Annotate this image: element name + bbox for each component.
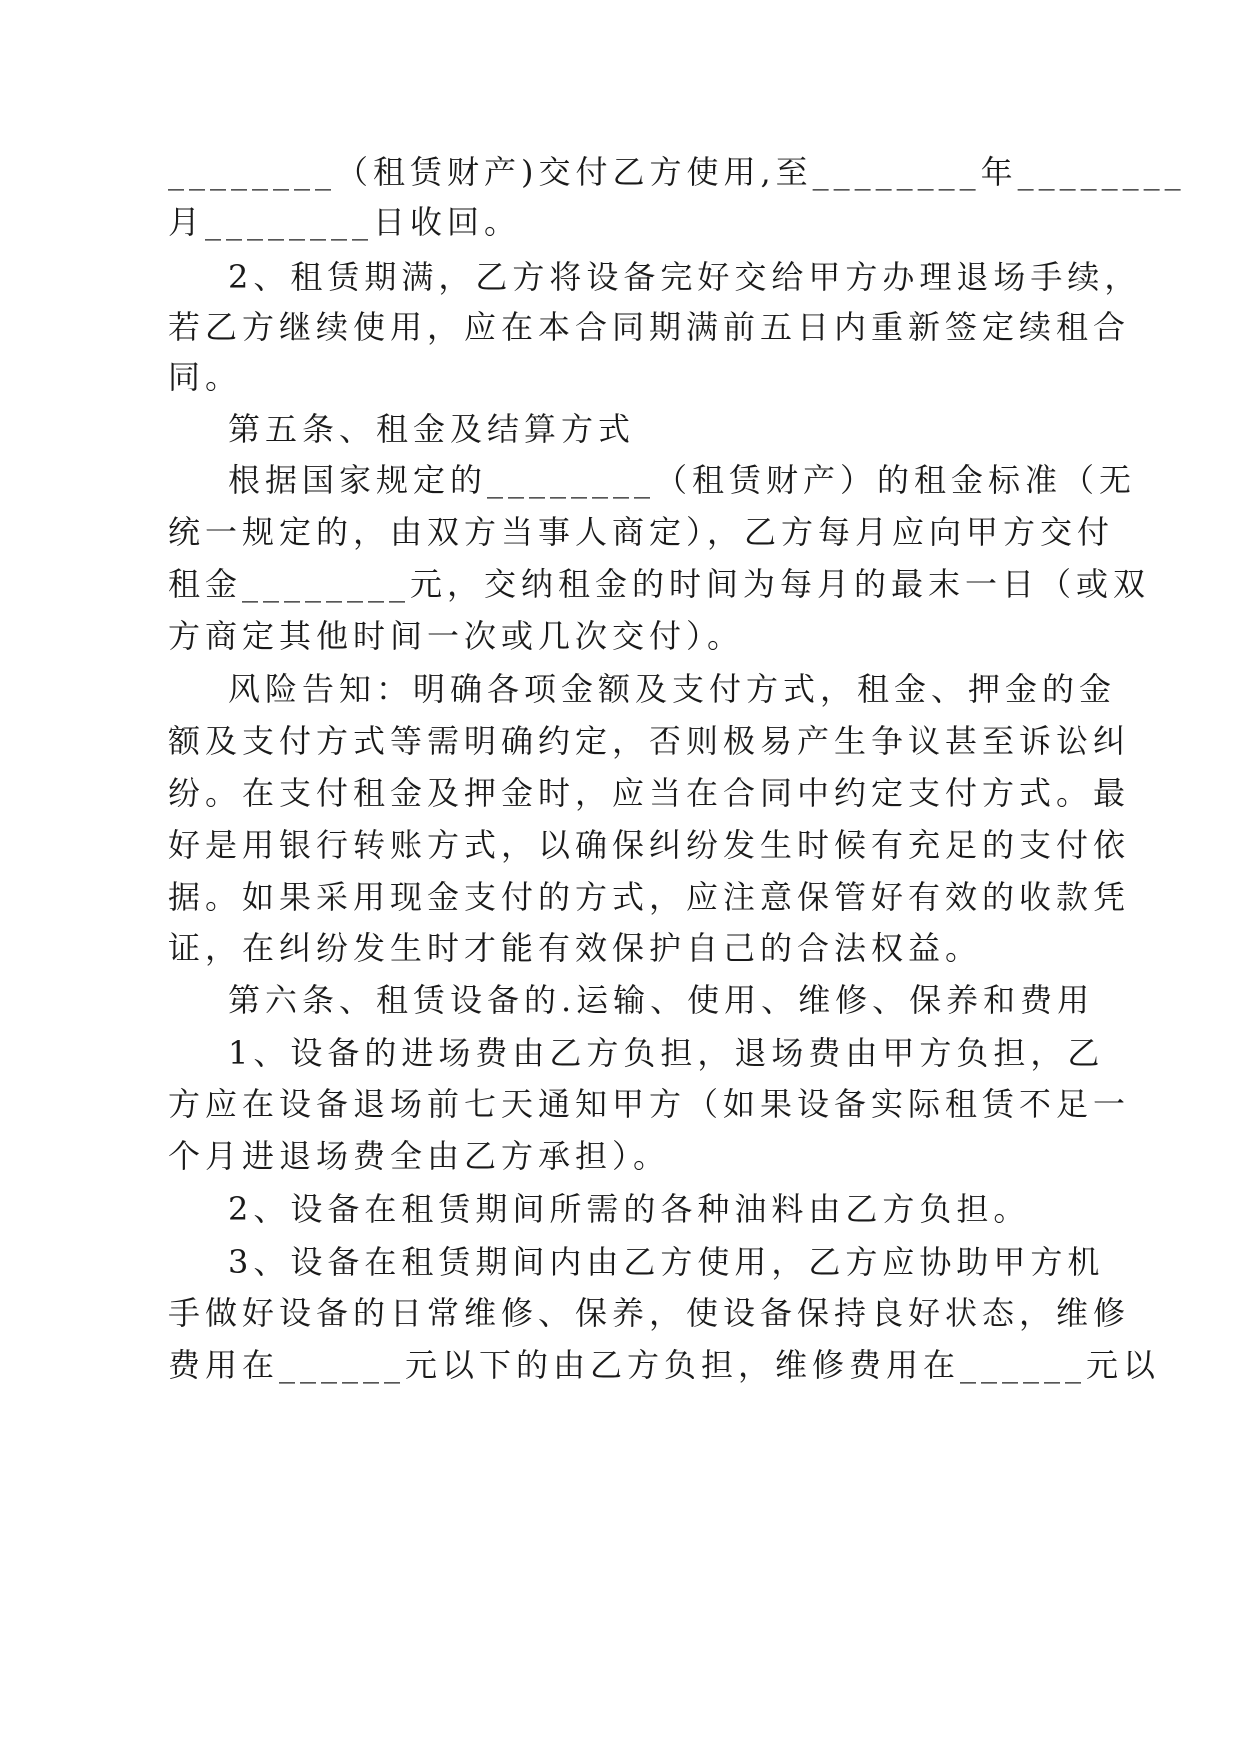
text-line-content: 方应在设备退场前七天通知甲方（如果设备实际租赁不足一: [168, 1085, 1131, 1123]
section-heading-text: 第五条、租金及结算方式: [228, 410, 636, 448]
text-line: [0, 919, 1241, 977]
text-line: [0, 660, 1241, 718]
text-line: [0, 1024, 1241, 1082]
text-line: [0, 607, 1241, 665]
text-line-content: ________（租赁财产)交付乙方使用,至________年________: [168, 153, 1186, 191]
text-line-content: 额及支付方式等需明确约定，否则极易产生争议甚至诉讼纠: [168, 722, 1131, 760]
text-line-content: 纷。在支付租金及押金时，应当在合同中约定支付方式。最: [168, 774, 1131, 812]
text-line: [0, 712, 1241, 770]
text-line-content: 据。如果采用现金支付的方式，应注意保管好有效的收款凭: [168, 878, 1131, 916]
text-line-content: 月________日收回。: [168, 203, 522, 241]
text-line-content: 租金________元，交纳租金的时间为每月的最末一日（或双: [168, 565, 1151, 603]
section-heading-text: 第六条、租赁设备的.运输、使用、维修、保养和费用: [228, 981, 1095, 1019]
text-line: [0, 1284, 1241, 1342]
text-line: [0, 503, 1241, 561]
text-line-content: 个月进退场费全由乙方承担）。: [168, 1137, 671, 1175]
text-line: [0, 1075, 1241, 1133]
text-line-content: 同。: [168, 358, 243, 396]
text-line-content: 若乙方继续使用，应在本合同期满前五日内重新签定续租合: [168, 308, 1131, 346]
text-line-content: 2、租赁期满，乙方将设备完好交给甲方办理退场手续，: [228, 258, 1142, 296]
text-line: [0, 1336, 1241, 1394]
text-line: [0, 1127, 1241, 1185]
text-line-content: 方商定其他时间一次或几次交付）。: [168, 617, 745, 655]
text-line: [0, 868, 1241, 926]
section-heading: [0, 400, 1241, 458]
text-line: [0, 555, 1241, 613]
text-line-content: 证，在纠纷发生时才能有效保护自己的合法权益。: [168, 929, 983, 967]
text-line-content: 手做好设备的日常维修、保养，使设备保持良好状态，维修: [168, 1294, 1131, 1332]
text-line-content: 费用在______元以下的由乙方负担，维修费用在______元以: [168, 1346, 1161, 1384]
text-line: [0, 764, 1241, 822]
text-line: [0, 816, 1241, 874]
text-line-content: 3、设备在租赁期间内由乙方使用，乙方应协助甲方机: [228, 1243, 1105, 1281]
text-line: [0, 451, 1241, 509]
text-line: [0, 1233, 1241, 1291]
text-line: [0, 348, 1241, 406]
text-line: [0, 193, 1241, 251]
text-line-content: 根据国家规定的________（租赁财产）的租金标准（无: [228, 461, 1137, 499]
text-line-content: 2、设备在租赁期间所需的各种油料由乙方负担。: [228, 1190, 1031, 1228]
section-heading: [0, 971, 1241, 1029]
text-line-content: 统一规定的，由双方当事人商定），乙方每月应向甲方交付: [168, 513, 1115, 551]
text-line-content: 风险告知：明确各项金额及支付方式，租金、押金的金: [228, 670, 1117, 708]
text-line: [0, 1180, 1241, 1238]
text-line-content: 好是用银行转账方式，以确保纠纷发生时候有充足的支付依: [168, 826, 1131, 864]
text-line-content: 1、设备的进场费由乙方负担，退场费由甲方负担，乙: [228, 1034, 1105, 1072]
